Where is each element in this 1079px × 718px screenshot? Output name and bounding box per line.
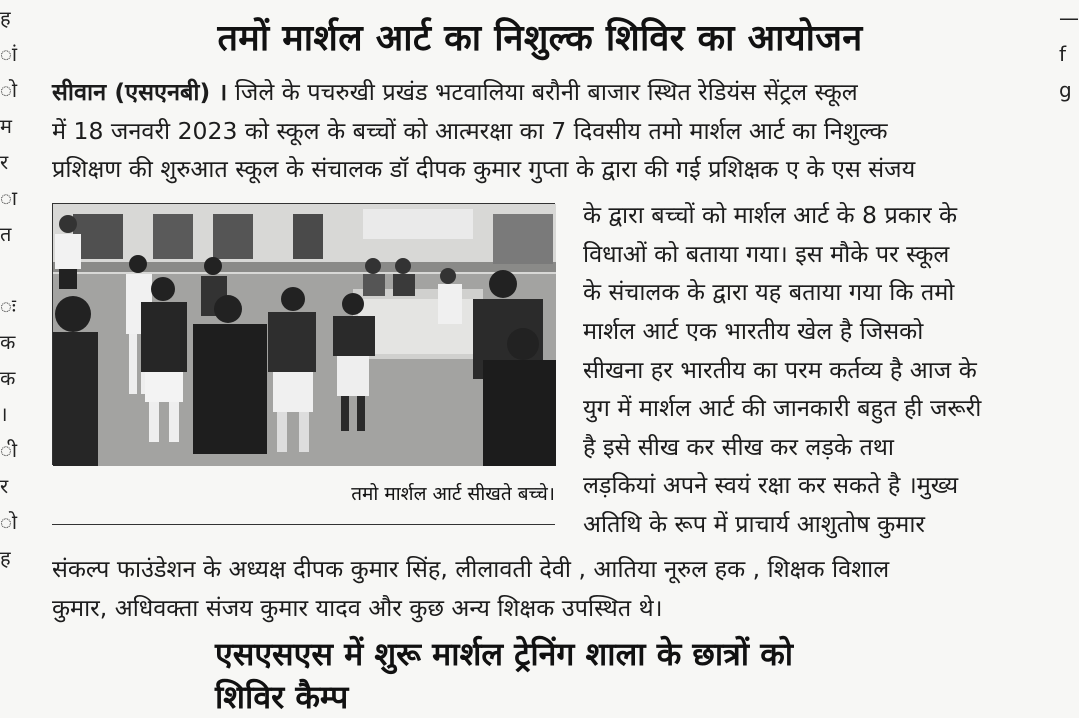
body-line-bottom-1: संकल्प फाउंडेशन के अध्यक्ष दीपक कुमार सिंह, लीलावती देवी , आतिया नूरुल हक , शिक्षक विशाल xyxy=(52,555,890,583)
fragment-glyph: ह xyxy=(0,546,11,570)
side-line-8: लड़कियां अपने स्वयं रक्षा कर सकते है ।मुख्य xyxy=(583,471,959,499)
fragment-glyph xyxy=(1059,252,1071,288)
body-line-2: में 18 जनवरी 2023 को स्कूल के बच्चों को आत्मरक्षा का 7 दिवसीय तमो मार्शल आर्ट का निशुल्क xyxy=(52,117,888,145)
fragment-glyph: f xyxy=(1059,42,1067,66)
side-line-9: अतिथि के रूप में प्राचार्य आशुतोष कुमार xyxy=(583,510,926,538)
fragment-glyph xyxy=(1059,504,1071,540)
side-line-4: मार्शल आर्ट एक भारतीय खेल है जिसको xyxy=(583,317,924,345)
side-line-2: विधाओं को बताया गया। इस मौके पर स्कूल xyxy=(583,240,950,268)
side-line-1: के द्वारा बच्चों को मार्शल आर्ट के 8 प्रकार के xyxy=(583,201,958,229)
fragment-glyph: क xyxy=(0,330,16,354)
fragment-glyph xyxy=(1059,216,1071,252)
fragment-glyph xyxy=(1059,468,1071,504)
fragment-glyph: ः xyxy=(0,294,16,318)
fragment-glyph: ो xyxy=(0,510,18,534)
fragment-glyph: त xyxy=(0,222,12,246)
fragment-glyph xyxy=(1059,432,1071,468)
dateline: सीवान (एसएनबी) । xyxy=(52,78,228,106)
body-line-1 xyxy=(52,73,858,112)
body-line-1-text: जिले के पचरुखी प्रखंड भटवालिया बरौनी बाजार स्थित रेडियंस सेंट्रल स्कूल xyxy=(227,78,858,106)
fragment-glyph: म xyxy=(0,114,12,138)
article-headline: तमों मार्शल आर्ट का निशुल्क शिविर का आयोजन xyxy=(217,18,863,59)
fragment-glyph xyxy=(1059,144,1071,180)
fragment-glyph xyxy=(1059,324,1071,360)
fragment-glyph: क xyxy=(0,366,16,390)
fragment-glyph: ह xyxy=(0,6,11,30)
side-line-6: युग में मार्शल आर्ट की जानकारी बहुत ही जरूरी xyxy=(583,394,982,422)
fragment-glyph: g xyxy=(1059,78,1072,102)
fragment-glyph xyxy=(1059,360,1071,396)
body-line-bottom-2: कुमार, अधिवक्ता संजय कुमार यादव और कुछ अन्य शिक्षक उपस्थित थे। xyxy=(52,594,663,622)
fragment-glyph: ा xyxy=(0,186,18,210)
fragment-glyph xyxy=(1059,108,1071,144)
fragment-glyph: — xyxy=(1059,6,1079,30)
fragment-glyph: ो xyxy=(0,78,18,102)
next-article-headline-cut: एसएसएस में शुरू मार्शल ट्रेनिंग शाला के छात्रों को शिविर कैम्प xyxy=(215,635,794,716)
article-photo xyxy=(52,203,555,465)
fragment-glyph xyxy=(1059,540,1071,576)
side-line-5: सीखना हर भारतीय का परम कर्तव्य है आज के xyxy=(583,356,977,384)
fragment-glyph: ी xyxy=(0,438,18,462)
fragment-glyph xyxy=(1059,396,1071,432)
photo-caption: तमो मार्शल आर्ट सीखते बच्चे। xyxy=(351,483,555,505)
adjacent-column-fragment-right xyxy=(1057,0,1079,653)
fragment-glyph xyxy=(1059,180,1071,216)
side-line-3: के संचालक के द्वारा यह बताया गया कि तमो xyxy=(583,278,955,306)
fragment-glyph: । xyxy=(0,402,8,426)
body-line-3: प्रशिक्षण की शुरुआत स्कूल के संचालक डॉ दीपक कुमार गुप्ता के द्वारा की गई प्रशिक्षक ए के एस संजय xyxy=(52,155,916,183)
side-line-7: है इसे सीख कर सीख कर लड़के तथा xyxy=(583,433,894,461)
photo-scene xyxy=(53,204,556,466)
fragment-glyph: र xyxy=(0,150,9,174)
fragment-glyph xyxy=(1059,288,1071,324)
fragment-glyph: र xyxy=(0,474,9,498)
fragment-glyph xyxy=(0,252,14,288)
fragment-glyph: ां xyxy=(0,42,18,66)
caption-divider xyxy=(52,524,555,525)
adjacent-column-fragment-left xyxy=(0,0,18,653)
